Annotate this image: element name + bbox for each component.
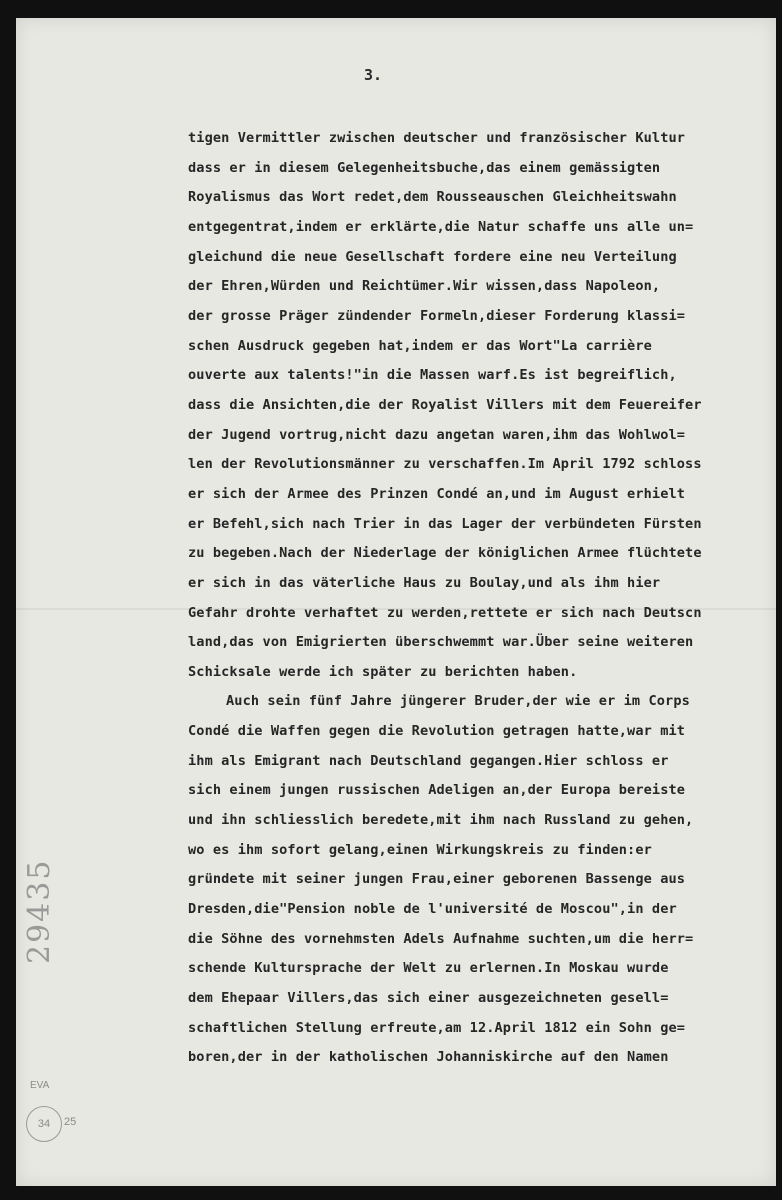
archive-label: EVA (30, 1080, 50, 1091)
text-line: Royalismus das Wort redet,dem Rousseauschen Gleichheitswahn (188, 189, 677, 206)
text-line: boren,der in der katholischen Johanniskirche auf den Namen (188, 1049, 669, 1066)
document-page (16, 18, 776, 1186)
archive-circle-number: 34 (26, 1106, 62, 1142)
text-line: dass er in diesem Gelegenheitsbuche,das einem gemässigten (188, 159, 661, 176)
text-line: der Jugend vortrug,nicht dazu angetan waren,ihm das Wohlwol= (188, 426, 686, 443)
archive-stamp-number: 29435 (22, 858, 57, 964)
text-line: er sich der Armee des Prinzen Condé an,und im August erhielt (188, 485, 686, 502)
text-line: ouverte aux talents!"in die Massen warf.Es ist begreiflich, (188, 367, 677, 384)
text-line: Auch sein fünf Jahre jüngerer Bruder,der wie er im Corps (226, 693, 690, 710)
text-line: schaftlichen Stellung erfreute,am 12.April 1812 ein Sohn ge= (188, 1019, 686, 1036)
text-line: der Ehren,Würden und Reichtümer.Wir wissen,dass Napoleon, (188, 278, 661, 295)
text-line: len der Revolutionsmänner zu verschaffen.Im April 1792 schloss (188, 456, 702, 473)
page-number: 3. (364, 66, 383, 84)
text-line: sich einem jungen russischen Adeligen an,der Europa bereiste (188, 782, 686, 799)
text-line: tigen Vermittler zwischen deutscher und französischer Kultur (188, 130, 686, 146)
typewritten-text-block (188, 124, 768, 1073)
text-line: dem Ehepaar Villers,das sich einer ausgezeichneten gesell= (188, 990, 669, 1007)
text-line: Condé die Waffen gegen die Revolution getragen hatte,war mit (188, 723, 686, 740)
text-line: und ihn schliesslich beredete,mit ihm nach Russland zu gehen, (188, 812, 694, 829)
text-line: Schicksale werde ich später zu berichten haben. (188, 663, 578, 680)
text-line: schende Kultursprache der Welt zu erlernen.In Moskau wurde (188, 960, 669, 977)
text-line: gleichund die neue Gesellschaft fordere eine neu Verteilung (188, 248, 677, 265)
text-line: ihm als Emigrant nach Deutschland gegangen.Hier schloss er (188, 752, 669, 769)
text-line: wo es ihm sofort gelang,einen Wirkungskreis zu finden:er (188, 841, 652, 858)
text-line: zu begeben.Nach der Niederlage der königlichen Armee flüchtete (188, 545, 702, 562)
text-line: gründete mit seiner jungen Frau,einer geborenen Bassenge aus (188, 871, 686, 888)
text-line: dass die Ansichten,die der Royalist Villers mit dem Feuereifer (188, 396, 702, 413)
text-line: entgegentrat,indem er erklärte,die Natur schaffe uns alle un= (188, 218, 694, 235)
text-line: schen Ausdruck gegeben hat,indem er das Wort"La carrière (188, 337, 652, 354)
text-line: Dresden,die"Pension noble de l'université de Moscou",in der (188, 901, 677, 918)
text-line: er Befehl,sich nach Trier in das Lager der verbündeten Fürsten (188, 515, 702, 532)
text-line: die Söhne des vornehmsten Adels Aufnahme suchten,um die herr= (188, 930, 694, 947)
text-line: er sich in das väterliche Haus zu Boulay,und als ihm hier (188, 574, 661, 591)
text-line: land,das von Emigrierten überschwemmt war.Über seine weiteren (188, 634, 694, 651)
text-line: der grosse Präger zündender Formeln,dieser Forderung klassi= (188, 307, 686, 324)
archive-folio-number: 25 (64, 1116, 77, 1128)
text-line: Gefahr drohte verhaftet zu werden,rettete er sich nach Deutscn (188, 604, 702, 621)
